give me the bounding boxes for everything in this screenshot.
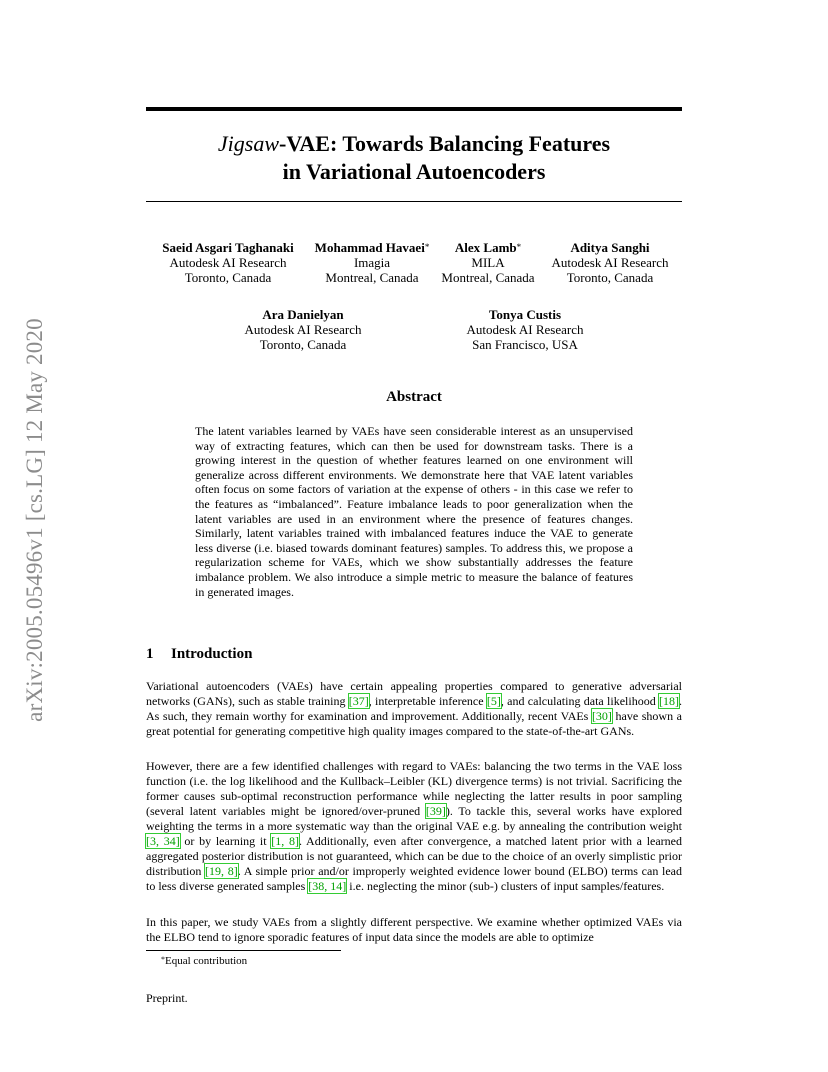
- title-top-rule: [146, 107, 682, 111]
- author-location: Montreal, Canada: [441, 270, 535, 285]
- author-location: Montreal, Canada: [325, 270, 419, 285]
- footnote-rule: [146, 950, 341, 951]
- author-affiliation: Autodesk AI Research: [244, 322, 362, 337]
- author-name: Saeid Asgari Taghanaki: [162, 240, 294, 255]
- footnote-text: Equal contribution: [165, 955, 248, 967]
- author-block: [540, 240, 680, 285]
- author-location: Toronto, Canada: [184, 270, 272, 285]
- author-location: San Francisco, USA: [472, 337, 578, 352]
- author-affiliation: Imagia: [353, 255, 391, 270]
- author-name: Tonya Custis: [488, 307, 562, 322]
- author-block: [436, 240, 540, 285]
- citation-link[interactable]: [1, 8]: [271, 834, 299, 848]
- author-block: [450, 307, 600, 352]
- arxiv-identifier-stamp: arXiv:2005.05496v1 [cs.LG] 12 May 2020: [22, 318, 47, 722]
- section-number: 1: [146, 646, 154, 662]
- title-line1-rest: -VAE: Towards Balancing Features: [279, 131, 611, 156]
- preprint-label: Preprint.: [146, 991, 188, 1005]
- citation-link[interactable]: [3, 34]: [146, 834, 180, 848]
- citation-link[interactable]: [37]: [348, 694, 369, 708]
- author-name: Aditya Sanghi: [570, 240, 650, 255]
- abstract-text: The latent variables learned by VAEs have seen considerable interest as an unsupervised way of extracting features, which can then be used for downstream tasks. There is a growing interest in the question of whether features learned on one environment will generalize across different environments. We demonstrate here that VAE latent variables often focus on some factors of variation at the expense of others - in this case we refer to the features as “imbalanced”. Feature imbalance leads to poor generalization when the latent variables are used in an environment where the presence of features changes. Similarly, latent variables trained with imbalanced features induce the VAE to generate less diverse (i.e. biased towards dominant features) samples. To address this, we propose a regularization scheme for VAEs, which we show substantially addresses the feature imbalance problem. We also introduce a simple metric to measure the balance of features in generated images.: [195, 424, 633, 599]
- section-heading: [146, 646, 252, 663]
- citation-link[interactable]: [19, 8]: [205, 864, 238, 878]
- author-block: [148, 240, 308, 285]
- body-paragraph: In this paper, we study VAEs from a slightly different perspective. We examine whether optimized VAEs via the ELBO tend to ignore sporadic features of input data since the models are able to optimize: [146, 915, 682, 944]
- author-block: [228, 307, 378, 352]
- section-title: Introduction: [171, 646, 253, 662]
- title-italic-part: Jigsaw: [217, 131, 280, 156]
- author-affiliation: MILA: [471, 255, 505, 270]
- author-affiliation: Autodesk AI Research: [169, 255, 287, 270]
- author-affiliation: Autodesk AI Research: [551, 255, 669, 270]
- citation-link[interactable]: [38, 14]: [308, 879, 347, 893]
- citation-link[interactable]: [5]: [486, 694, 501, 708]
- author-name: Alex Lamb*: [454, 240, 522, 255]
- paper-title: [146, 130, 682, 186]
- footnote-mark: *: [161, 955, 165, 964]
- author-name: Mohammad Havaei*: [314, 240, 430, 255]
- citation-link[interactable]: [30]: [591, 709, 612, 723]
- footnote: [161, 955, 247, 967]
- title-bottom-rule: [146, 201, 682, 202]
- abstract-heading: Abstract: [386, 389, 442, 405]
- author-name: Ara Danielyan: [262, 307, 344, 322]
- body-paragraph: However, there are a few identified challenges with regard to VAEs: balancing the two terms in the VAE loss function (i.e. the log likelihood and the Kullback–Leibler (KL) divergence terms) is not trivial. Sacrificing the former causes sub-optimal reconstruction performance while neglecting the latter results in poor sampling (several latent variables might be ignored/over-pruned [39]). To tackle this, several works have explored weighting the terms in a more systematic way than the original VAE e.g. by annealing the contribution weight [3, 34] or by learning it [1, 8]. Additionally, even after convergence, a matched latent prior with a learned aggregated posterior distribution is not guaranteed, which can be due to the choice of an overly simplistic prior distribution [19, 8]. A simple prior and/or improperly weighted evidence lower bound (ELBO) terms can lead to less diverse generated samples [38, 14] i.e. neglecting the minor (sub-) clusters of input samples/features.: [146, 759, 683, 893]
- citation-link[interactable]: [39]: [425, 804, 446, 818]
- author-location: Toronto, Canada: [259, 337, 347, 352]
- author-affiliation: Autodesk AI Research: [466, 322, 584, 337]
- author-block: [308, 240, 436, 285]
- author-location: Toronto, Canada: [566, 270, 654, 285]
- citation-link[interactable]: [18]: [659, 694, 679, 708]
- title-line2: in Variational Autoencoders: [282, 159, 546, 184]
- body-paragraph: Variational autoencoders (VAEs) have certain appealing properties compared to generative adversarial networks (GANs), such as stable training [37], interpretable inference [5], and calculating data likelihood [18]. As such, they remain worthy for examination and improvement. Additionally, recent VAEs [30] have shown a great potential for generating competitive high quality images compared to the state-of-the-art GANs.: [146, 679, 682, 738]
